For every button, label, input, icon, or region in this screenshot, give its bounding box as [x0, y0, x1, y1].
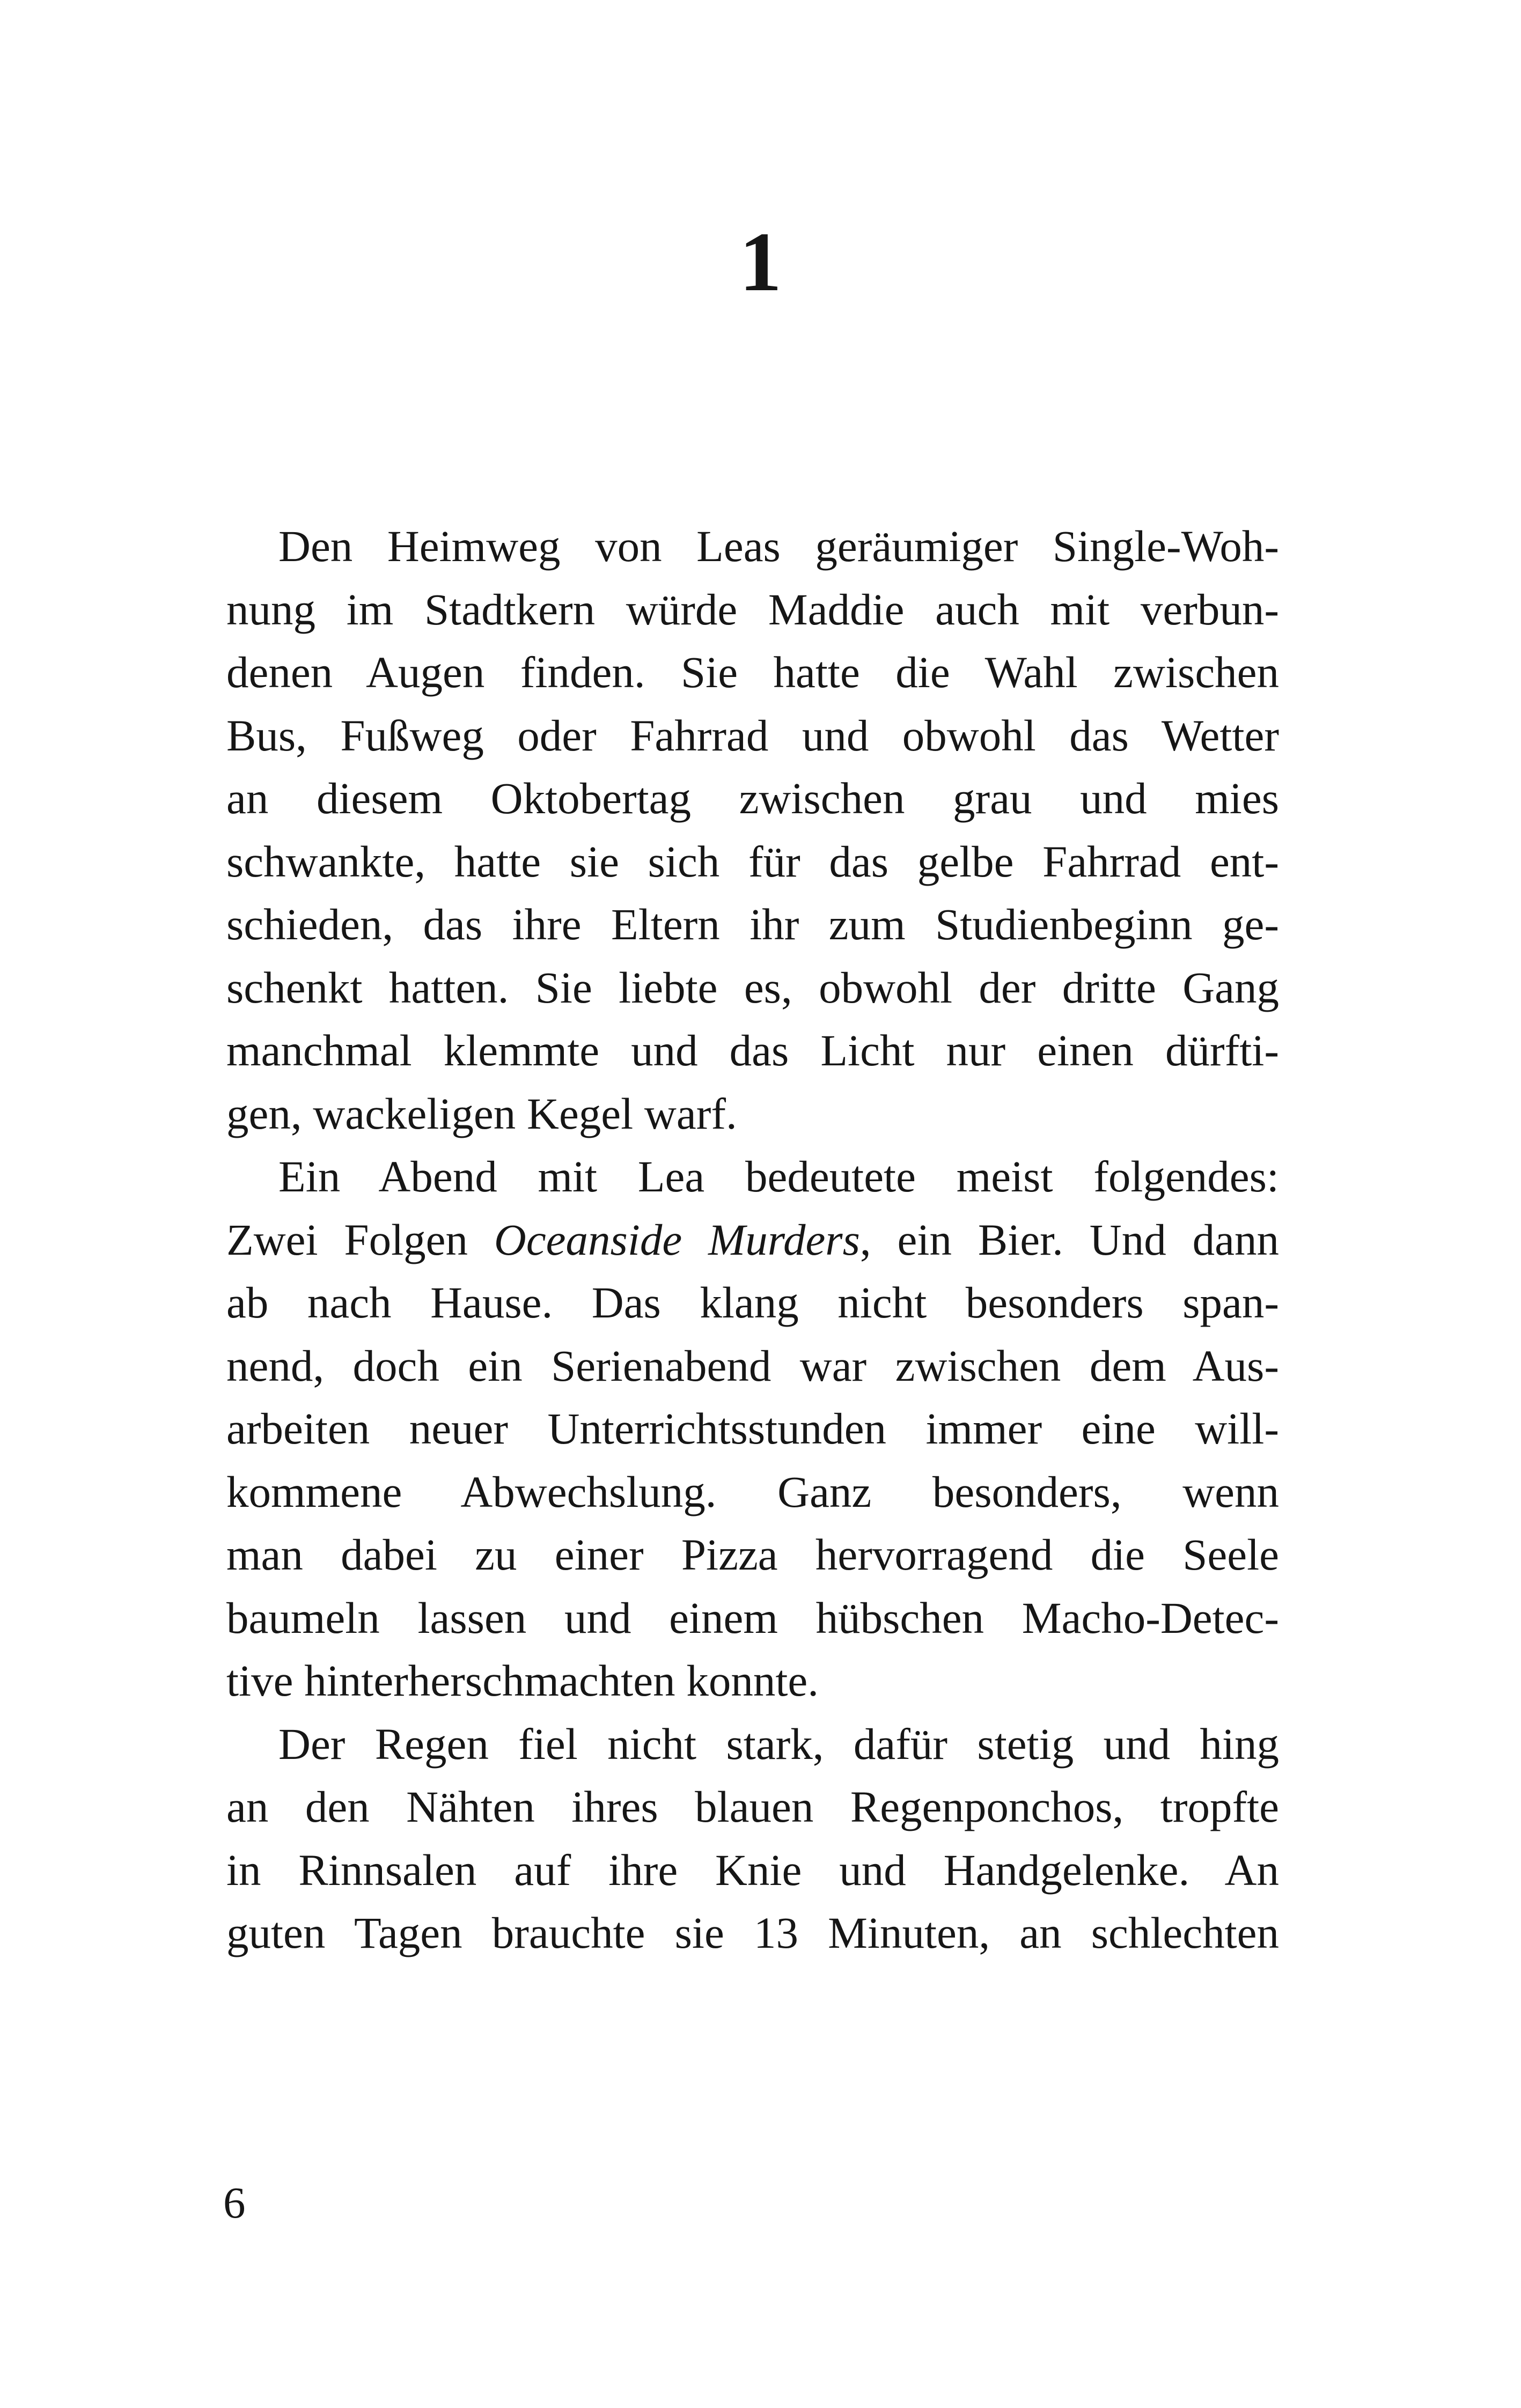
text-run: in Rinnsalen auf ihre Knie und Handgelenke. An — [226, 1845, 1279, 1895]
text-run: schwankte, hatte sie sich für das gelbe Fahrrad ent- — [226, 836, 1279, 886]
paragraph — [226, 515, 1279, 1145]
text-line — [226, 767, 1279, 830]
paragraph — [226, 1145, 1279, 1713]
italic-title: Oceanside Murders — [494, 1214, 860, 1264]
text-line — [226, 1713, 1279, 1776]
text-run: nend, doch ein Serienabend war zwischen dem Aus- — [226, 1341, 1279, 1390]
text-run: kommene Abwechslung. Ganz besonders, wenn — [226, 1467, 1279, 1516]
text-run: Bus, Fußweg oder Fahrrad und obwohl das Wetter — [226, 710, 1279, 760]
text-run: tive hinterherschmachten konnte. — [226, 1656, 819, 1705]
text-run: Der Regen fiel nicht stark, dafür stetig und hing — [278, 1719, 1279, 1769]
text-run: man dabei zu einer Pizza hervorragend die Seele — [226, 1530, 1279, 1579]
text-line — [226, 1209, 1279, 1272]
text-line — [226, 1397, 1279, 1461]
text-run: guten Tagen brauchte sie 13 Minuten, an schlechten — [226, 1908, 1279, 1957]
text-run: , ein Bier. Und dann — [859, 1214, 1279, 1264]
text-line — [226, 1587, 1279, 1650]
text-run: Zwei Folgen — [226, 1214, 494, 1264]
text-line — [226, 1019, 1279, 1083]
text-run: an den Nähten ihres blauen Regenponchos, tropfte — [226, 1782, 1279, 1831]
text-run: Den Heimweg von Leas geräumiger Single-Woh- — [278, 521, 1279, 571]
text-line — [226, 515, 1279, 578]
text-line — [226, 1271, 1279, 1335]
text-run: schieden, das ihre Eltern ihr zum Studienbeginn ge- — [226, 900, 1279, 949]
text-line — [226, 578, 1279, 642]
chapter-number: 1 — [739, 215, 782, 309]
text-run: schenkt hatten. Sie liebte es, obwohl der dritte Gang — [226, 962, 1279, 1012]
text-line — [226, 1083, 1279, 1146]
text-line — [226, 1839, 1279, 1902]
page-number: 6 — [223, 2178, 246, 2227]
text-line — [226, 893, 1279, 956]
text-run: manchmal klemmte und das Licht nur einen dürfti- — [226, 1026, 1279, 1075]
text-line — [226, 1461, 1279, 1524]
text-run: gen, wackeligen Kegel warf. — [226, 1088, 737, 1138]
text-line — [226, 1145, 1279, 1209]
text-run: nung im Stadtkern würde Maddie auch mit verbun- — [226, 584, 1279, 634]
text-line — [226, 1902, 1279, 1965]
text-run: ab nach Hause. Das klang nicht besonders span- — [226, 1278, 1279, 1327]
text-line — [226, 1335, 1279, 1398]
text-run: arbeiten neuer Unterrichtsstunden immer eine will- — [226, 1404, 1279, 1453]
text-line — [226, 1523, 1279, 1587]
text-line — [226, 641, 1279, 704]
text-run: Ein Abend mit Lea bedeutete meist folgendes: — [278, 1152, 1279, 1201]
text-run: denen Augen finden. Sie hatte die Wahl zwischen — [226, 647, 1279, 697]
text-line — [226, 1649, 1279, 1713]
body-text — [226, 515, 1279, 1965]
text-line — [226, 1776, 1279, 1839]
text-run: an diesem Oktobertag zwischen grau und mies — [226, 774, 1279, 823]
text-line — [226, 956, 1279, 1020]
text-line — [226, 704, 1279, 768]
paragraph — [226, 1713, 1279, 1965]
text-run: baumeln lassen und einem hübschen Macho-Detec- — [226, 1593, 1279, 1643]
text-line — [226, 830, 1279, 894]
